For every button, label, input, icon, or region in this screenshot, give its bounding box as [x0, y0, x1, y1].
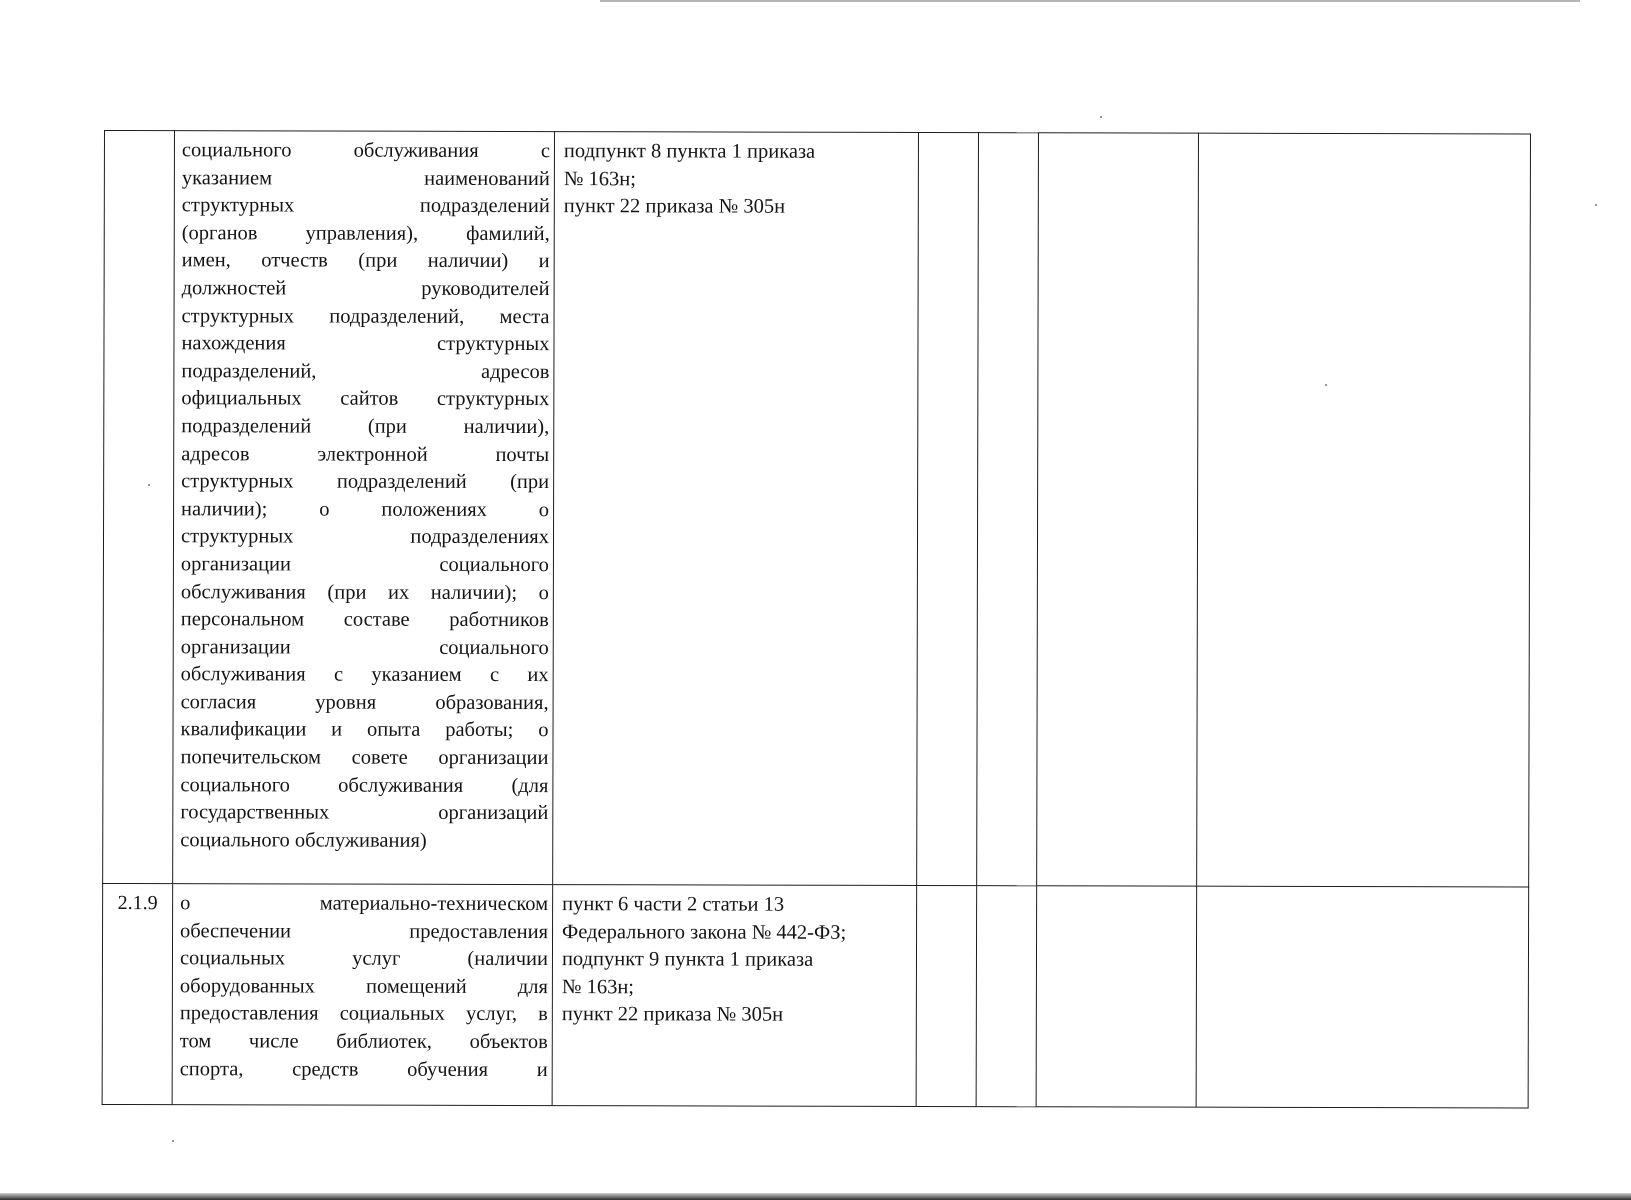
- description-line: структурных подразделений (при: [181, 470, 550, 494]
- item-number-cell: 2.1.9: [102, 883, 173, 1104]
- description-line: оборудованных помещений для: [179, 974, 548, 998]
- scan-edge-bottom: [0, 1193, 1631, 1200]
- description-line: нахождения структурных: [181, 332, 550, 356]
- empty-cell: [916, 885, 977, 1106]
- description-line: спорта, средств обучения и: [179, 1057, 548, 1081]
- reference-line: пункт 22 приказа № 305н: [563, 195, 786, 218]
- description-line: социального обслуживания с: [181, 139, 550, 163]
- item-number-cell: [103, 131, 175, 884]
- description-line: организации социального: [180, 553, 549, 576]
- description-line: (органов управления), фамилий,: [181, 221, 550, 245]
- reference-line: № 163н;: [561, 975, 635, 999]
- description-line: структурных подразделениях: [180, 525, 550, 549]
- description-line: организации социального: [180, 635, 549, 659]
- description-line: подразделений, адресов: [181, 359, 550, 383]
- description-line: официальных сайтов структурных: [181, 387, 550, 411]
- scan-speck: [172, 1140, 174, 1142]
- description-line: обслуживания (при их наличии); о: [180, 580, 549, 604]
- empty-cell: [1037, 133, 1199, 886]
- scan-edge-top: [600, 0, 1580, 2]
- description-line: адресов электронной почты: [181, 442, 550, 466]
- description-line: персональном составе работников: [180, 608, 549, 632]
- empty-cell: [1197, 133, 1531, 887]
- table-body: [102, 131, 1530, 1108]
- description-line: структурных подразделений, места: [181, 304, 550, 328]
- description-line: должностей руководителей: [181, 277, 550, 301]
- description-line: структурных подразделений: [181, 194, 550, 218]
- empty-cell: [917, 132, 979, 885]
- description-line: имен, отчеств (при наличии) и: [181, 249, 550, 273]
- description-cell: [172, 884, 553, 1106]
- reference-line: подпункт 8 пункта 1 приказа: [563, 140, 816, 163]
- description-line: обслуживания с указанием с их: [180, 663, 549, 687]
- description-line: государственных организаций: [180, 801, 549, 825]
- table-row: [103, 131, 1531, 887]
- empty-cell: [976, 886, 1037, 1107]
- reference-line: пункт 22 приказа № 305н: [561, 1003, 784, 1027]
- description-line: предоставления социальных услуг, в: [179, 1002, 548, 1026]
- description-line: указанием наименований: [181, 166, 550, 190]
- requirements-table: [102, 130, 1531, 1108]
- description-line: наличии); о положениях о: [181, 497, 550, 521]
- description-line: подразделений (при наличии),: [181, 415, 550, 439]
- description-line: квалификации и опыта работы; о: [180, 718, 549, 742]
- empty-cell: [1196, 886, 1529, 1108]
- empty-cell: [977, 133, 1039, 886]
- scan-speck: [1595, 204, 1597, 206]
- description-line: социального обслуживания): [180, 829, 427, 852]
- description-line: попечительском совете организации: [180, 746, 549, 770]
- table-row: [102, 883, 1529, 1107]
- legal-reference-cell: [553, 132, 919, 886]
- reference-line: пункт 6 части 2 статьи 13: [562, 893, 785, 916]
- description-line: о материально-техническом: [180, 892, 549, 916]
- description-line: социальных услуг (наличии: [179, 947, 549, 971]
- description-line: социального обслуживания (для: [180, 773, 549, 797]
- description-cell: [173, 131, 555, 885]
- reference-line: Федерального закона № 442-ФЗ;: [562, 920, 847, 944]
- legal-reference-cell: [552, 885, 917, 1107]
- reference-line: подпункт 9 пункта 1 приказа: [561, 948, 814, 971]
- reference-line: № 163н;: [563, 167, 637, 190]
- description-line: обеспечении предоставления: [180, 919, 549, 943]
- empty-cell: [1036, 886, 1197, 1107]
- description-line: том числе библиотек, объектов: [179, 1030, 548, 1054]
- description-line: согласия уровня образования,: [180, 691, 549, 714]
- scan-speck: [1100, 116, 1102, 118]
